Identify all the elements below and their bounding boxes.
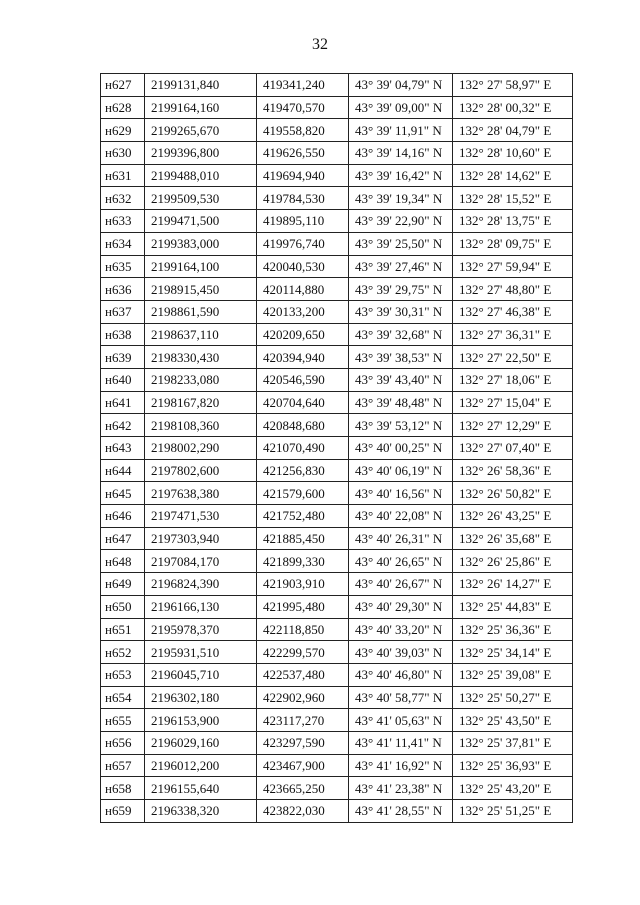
x-coordinate-cell: 2198167,820: [145, 391, 257, 414]
point-id-cell: н642: [101, 414, 145, 437]
x-coordinate-cell: 2197471,530: [145, 505, 257, 528]
y-coordinate-cell: 420133,200: [257, 300, 349, 323]
longitude-cell: 132° 25' 34,14" E: [453, 641, 573, 664]
point-id-cell: н635: [101, 255, 145, 278]
y-coordinate-cell: 422118,850: [257, 618, 349, 641]
x-coordinate-cell: 2196824,390: [145, 573, 257, 596]
point-id-cell: н657: [101, 754, 145, 777]
table-row: [101, 232, 573, 255]
point-id-cell: н634: [101, 232, 145, 255]
table-row: [101, 505, 573, 528]
table-row: [101, 255, 573, 278]
x-coordinate-cell: 2196012,200: [145, 754, 257, 777]
x-coordinate-cell: 2198108,360: [145, 414, 257, 437]
longitude-cell: 132° 28' 13,75" E: [453, 210, 573, 233]
longitude-cell: 132° 26' 43,25" E: [453, 505, 573, 528]
latitude-cell: 43° 39' 38,53" N: [349, 346, 453, 369]
y-coordinate-cell: 419784,530: [257, 187, 349, 210]
point-id-cell: н647: [101, 527, 145, 550]
latitude-cell: 43° 39' 14,16" N: [349, 142, 453, 165]
point-id-cell: н631: [101, 164, 145, 187]
x-coordinate-cell: 2197084,170: [145, 550, 257, 573]
point-id-cell: н627: [101, 74, 145, 97]
x-coordinate-cell: 2196045,710: [145, 663, 257, 686]
latitude-cell: 43° 41' 28,55" N: [349, 800, 453, 823]
latitude-cell: 43° 40' 22,08" N: [349, 505, 453, 528]
y-coordinate-cell: 421579,600: [257, 482, 349, 505]
table-row: [101, 187, 573, 210]
latitude-cell: 43° 41' 05,63" N: [349, 709, 453, 732]
y-coordinate-cell: 423117,270: [257, 709, 349, 732]
point-id-cell: н637: [101, 300, 145, 323]
point-id-cell: н641: [101, 391, 145, 414]
latitude-cell: 43° 39' 19,34" N: [349, 187, 453, 210]
longitude-cell: 132° 28' 10,60" E: [453, 142, 573, 165]
latitude-cell: 43° 39' 29,75" N: [349, 278, 453, 301]
table-row: [101, 164, 573, 187]
x-coordinate-cell: 2199164,100: [145, 255, 257, 278]
longitude-cell: 132° 27' 22,50" E: [453, 346, 573, 369]
point-id-cell: н628: [101, 96, 145, 119]
y-coordinate-cell: 421256,830: [257, 459, 349, 482]
latitude-cell: 43° 39' 11,91" N: [349, 119, 453, 142]
y-coordinate-cell: 422537,480: [257, 663, 349, 686]
table-row: [101, 437, 573, 460]
latitude-cell: 43° 40' 58,77" N: [349, 686, 453, 709]
latitude-cell: 43° 39' 16,42" N: [349, 164, 453, 187]
longitude-cell: 132° 28' 14,62" E: [453, 164, 573, 187]
x-coordinate-cell: 2199396,800: [145, 142, 257, 165]
table-row: [101, 278, 573, 301]
table-row: [101, 323, 573, 346]
table-row: [101, 641, 573, 664]
longitude-cell: 132° 27' 18,06" E: [453, 368, 573, 391]
longitude-cell: 132° 25' 36,36" E: [453, 618, 573, 641]
table-row: [101, 119, 573, 142]
table-row: [101, 731, 573, 754]
longitude-cell: 132° 27' 36,31" E: [453, 323, 573, 346]
y-coordinate-cell: 420114,880: [257, 278, 349, 301]
x-coordinate-cell: 2198330,430: [145, 346, 257, 369]
x-coordinate-cell: 2198233,080: [145, 368, 257, 391]
longitude-cell: 132° 27' 48,80" E: [453, 278, 573, 301]
y-coordinate-cell: 420040,530: [257, 255, 349, 278]
point-id-cell: н643: [101, 437, 145, 460]
x-coordinate-cell: 2198861,590: [145, 300, 257, 323]
x-coordinate-cell: 2199265,670: [145, 119, 257, 142]
longitude-cell: 132° 25' 37,81" E: [453, 731, 573, 754]
point-id-cell: н646: [101, 505, 145, 528]
table-row: [101, 391, 573, 414]
point-id-cell: н659: [101, 800, 145, 823]
longitude-cell: 132° 25' 44,83" E: [453, 595, 573, 618]
longitude-cell: 132° 27' 15,04" E: [453, 391, 573, 414]
x-coordinate-cell: 2196338,320: [145, 800, 257, 823]
y-coordinate-cell: 421995,480: [257, 595, 349, 618]
y-coordinate-cell: 423297,590: [257, 731, 349, 754]
point-id-cell: н629: [101, 119, 145, 142]
table-row: [101, 142, 573, 165]
longitude-cell: 132° 26' 25,86" E: [453, 550, 573, 573]
y-coordinate-cell: 422902,960: [257, 686, 349, 709]
table-row: [101, 414, 573, 437]
y-coordinate-cell: 420209,650: [257, 323, 349, 346]
longitude-cell: 132° 25' 39,08" E: [453, 663, 573, 686]
latitude-cell: 43° 39' 30,31" N: [349, 300, 453, 323]
latitude-cell: 43° 39' 43,40" N: [349, 368, 453, 391]
y-coordinate-cell: 419895,110: [257, 210, 349, 233]
table-row: [101, 754, 573, 777]
longitude-cell: 132° 27' 58,97" E: [453, 74, 573, 97]
point-id-cell: н632: [101, 187, 145, 210]
point-id-cell: н649: [101, 573, 145, 596]
table-row: [101, 800, 573, 823]
latitude-cell: 43° 39' 22,90" N: [349, 210, 453, 233]
latitude-cell: 43° 39' 48,48" N: [349, 391, 453, 414]
latitude-cell: 43° 40' 16,56" N: [349, 482, 453, 505]
point-id-cell: н655: [101, 709, 145, 732]
x-coordinate-cell: 2199471,500: [145, 210, 257, 233]
x-coordinate-cell: 2195931,510: [145, 641, 257, 664]
latitude-cell: 43° 39' 04,79" N: [349, 74, 453, 97]
table-row: [101, 663, 573, 686]
latitude-cell: 43° 40' 00,25" N: [349, 437, 453, 460]
x-coordinate-cell: 2199164,160: [145, 96, 257, 119]
point-id-cell: н651: [101, 618, 145, 641]
longitude-cell: 132° 26' 58,36" E: [453, 459, 573, 482]
point-id-cell: н633: [101, 210, 145, 233]
longitude-cell: 132° 25' 43,50" E: [453, 709, 573, 732]
x-coordinate-cell: 2195978,370: [145, 618, 257, 641]
longitude-cell: 132° 27' 12,29" E: [453, 414, 573, 437]
x-coordinate-cell: 2199131,840: [145, 74, 257, 97]
y-coordinate-cell: 421903,910: [257, 573, 349, 596]
y-coordinate-cell: 423467,900: [257, 754, 349, 777]
x-coordinate-cell: 2198915,450: [145, 278, 257, 301]
table-row: [101, 527, 573, 550]
latitude-cell: 43° 40' 29,30" N: [349, 595, 453, 618]
table-row: [101, 573, 573, 596]
table-row: [101, 96, 573, 119]
longitude-cell: 132° 28' 15,52" E: [453, 187, 573, 210]
point-id-cell: н658: [101, 777, 145, 800]
page-number: 32: [312, 36, 328, 53]
table-row: [101, 368, 573, 391]
table-row: [101, 74, 573, 97]
x-coordinate-cell: 2197802,600: [145, 459, 257, 482]
latitude-cell: 43° 40' 06,19" N: [349, 459, 453, 482]
x-coordinate-cell: 2198002,290: [145, 437, 257, 460]
latitude-cell: 43° 40' 26,67" N: [349, 573, 453, 596]
longitude-cell: 132° 28' 04,79" E: [453, 119, 573, 142]
latitude-cell: 43° 40' 26,65" N: [349, 550, 453, 573]
longitude-cell: 132° 26' 50,82" E: [453, 482, 573, 505]
table-row: [101, 459, 573, 482]
point-id-cell: н636: [101, 278, 145, 301]
table-row: [101, 550, 573, 573]
y-coordinate-cell: 421885,450: [257, 527, 349, 550]
x-coordinate-cell: 2199383,000: [145, 232, 257, 255]
y-coordinate-cell: 420546,590: [257, 368, 349, 391]
latitude-cell: 43° 39' 27,46" N: [349, 255, 453, 278]
y-coordinate-cell: 419470,570: [257, 96, 349, 119]
latitude-cell: 43° 41' 11,41" N: [349, 731, 453, 754]
y-coordinate-cell: 423822,030: [257, 800, 349, 823]
point-id-cell: н648: [101, 550, 145, 573]
y-coordinate-cell: 419694,940: [257, 164, 349, 187]
point-id-cell: н650: [101, 595, 145, 618]
longitude-cell: 132° 25' 50,27" E: [453, 686, 573, 709]
y-coordinate-cell: 423665,250: [257, 777, 349, 800]
x-coordinate-cell: 2198637,110: [145, 323, 257, 346]
longitude-cell: 132° 25' 51,25" E: [453, 800, 573, 823]
point-id-cell: н652: [101, 641, 145, 664]
longitude-cell: 132° 27' 46,38" E: [453, 300, 573, 323]
table-row: [101, 618, 573, 641]
table-row: [101, 346, 573, 369]
x-coordinate-cell: 2196302,180: [145, 686, 257, 709]
latitude-cell: 43° 40' 33,20" N: [349, 618, 453, 641]
x-coordinate-cell: 2199488,010: [145, 164, 257, 187]
x-coordinate-cell: 2196166,130: [145, 595, 257, 618]
y-coordinate-cell: 421899,330: [257, 550, 349, 573]
x-coordinate-cell: 2196029,160: [145, 731, 257, 754]
latitude-cell: 43° 40' 46,80" N: [349, 663, 453, 686]
longitude-cell: 132° 25' 43,20" E: [453, 777, 573, 800]
longitude-cell: 132° 26' 35,68" E: [453, 527, 573, 550]
latitude-cell: 43° 39' 53,12" N: [349, 414, 453, 437]
coordinates-table: [100, 73, 573, 823]
y-coordinate-cell: 421752,480: [257, 505, 349, 528]
x-coordinate-cell: 2197303,940: [145, 527, 257, 550]
point-id-cell: н644: [101, 459, 145, 482]
y-coordinate-cell: 420848,680: [257, 414, 349, 437]
table-row: [101, 482, 573, 505]
point-id-cell: н654: [101, 686, 145, 709]
table-row: [101, 777, 573, 800]
longitude-cell: 132° 26' 14,27" E: [453, 573, 573, 596]
y-coordinate-cell: 422299,570: [257, 641, 349, 664]
x-coordinate-cell: 2196155,640: [145, 777, 257, 800]
table-row: [101, 300, 573, 323]
point-id-cell: н630: [101, 142, 145, 165]
y-coordinate-cell: 421070,490: [257, 437, 349, 460]
table-row: [101, 686, 573, 709]
point-id-cell: н639: [101, 346, 145, 369]
y-coordinate-cell: 419626,550: [257, 142, 349, 165]
x-coordinate-cell: 2196153,900: [145, 709, 257, 732]
coordinates-table-body: [101, 74, 573, 823]
y-coordinate-cell: 420394,940: [257, 346, 349, 369]
latitude-cell: 43° 41' 23,38" N: [349, 777, 453, 800]
latitude-cell: 43° 40' 26,31" N: [349, 527, 453, 550]
point-id-cell: н645: [101, 482, 145, 505]
x-coordinate-cell: 2199509,530: [145, 187, 257, 210]
y-coordinate-cell: 419558,820: [257, 119, 349, 142]
table-row: [101, 709, 573, 732]
latitude-cell: 43° 39' 25,50" N: [349, 232, 453, 255]
longitude-cell: 132° 25' 36,93" E: [453, 754, 573, 777]
table-row: [101, 595, 573, 618]
longitude-cell: 132° 28' 00,32" E: [453, 96, 573, 119]
latitude-cell: 43° 41' 16,92" N: [349, 754, 453, 777]
point-id-cell: н638: [101, 323, 145, 346]
longitude-cell: 132° 27' 07,40" E: [453, 437, 573, 460]
x-coordinate-cell: 2197638,380: [145, 482, 257, 505]
y-coordinate-cell: 419976,740: [257, 232, 349, 255]
point-id-cell: н640: [101, 368, 145, 391]
longitude-cell: 132° 27' 59,94" E: [453, 255, 573, 278]
latitude-cell: 43° 40' 39,03" N: [349, 641, 453, 664]
longitude-cell: 132° 28' 09,75" E: [453, 232, 573, 255]
table-row: [101, 210, 573, 233]
point-id-cell: н653: [101, 663, 145, 686]
y-coordinate-cell: 420704,640: [257, 391, 349, 414]
latitude-cell: 43° 39' 09,00" N: [349, 96, 453, 119]
y-coordinate-cell: 419341,240: [257, 74, 349, 97]
point-id-cell: н656: [101, 731, 145, 754]
latitude-cell: 43° 39' 32,68" N: [349, 323, 453, 346]
